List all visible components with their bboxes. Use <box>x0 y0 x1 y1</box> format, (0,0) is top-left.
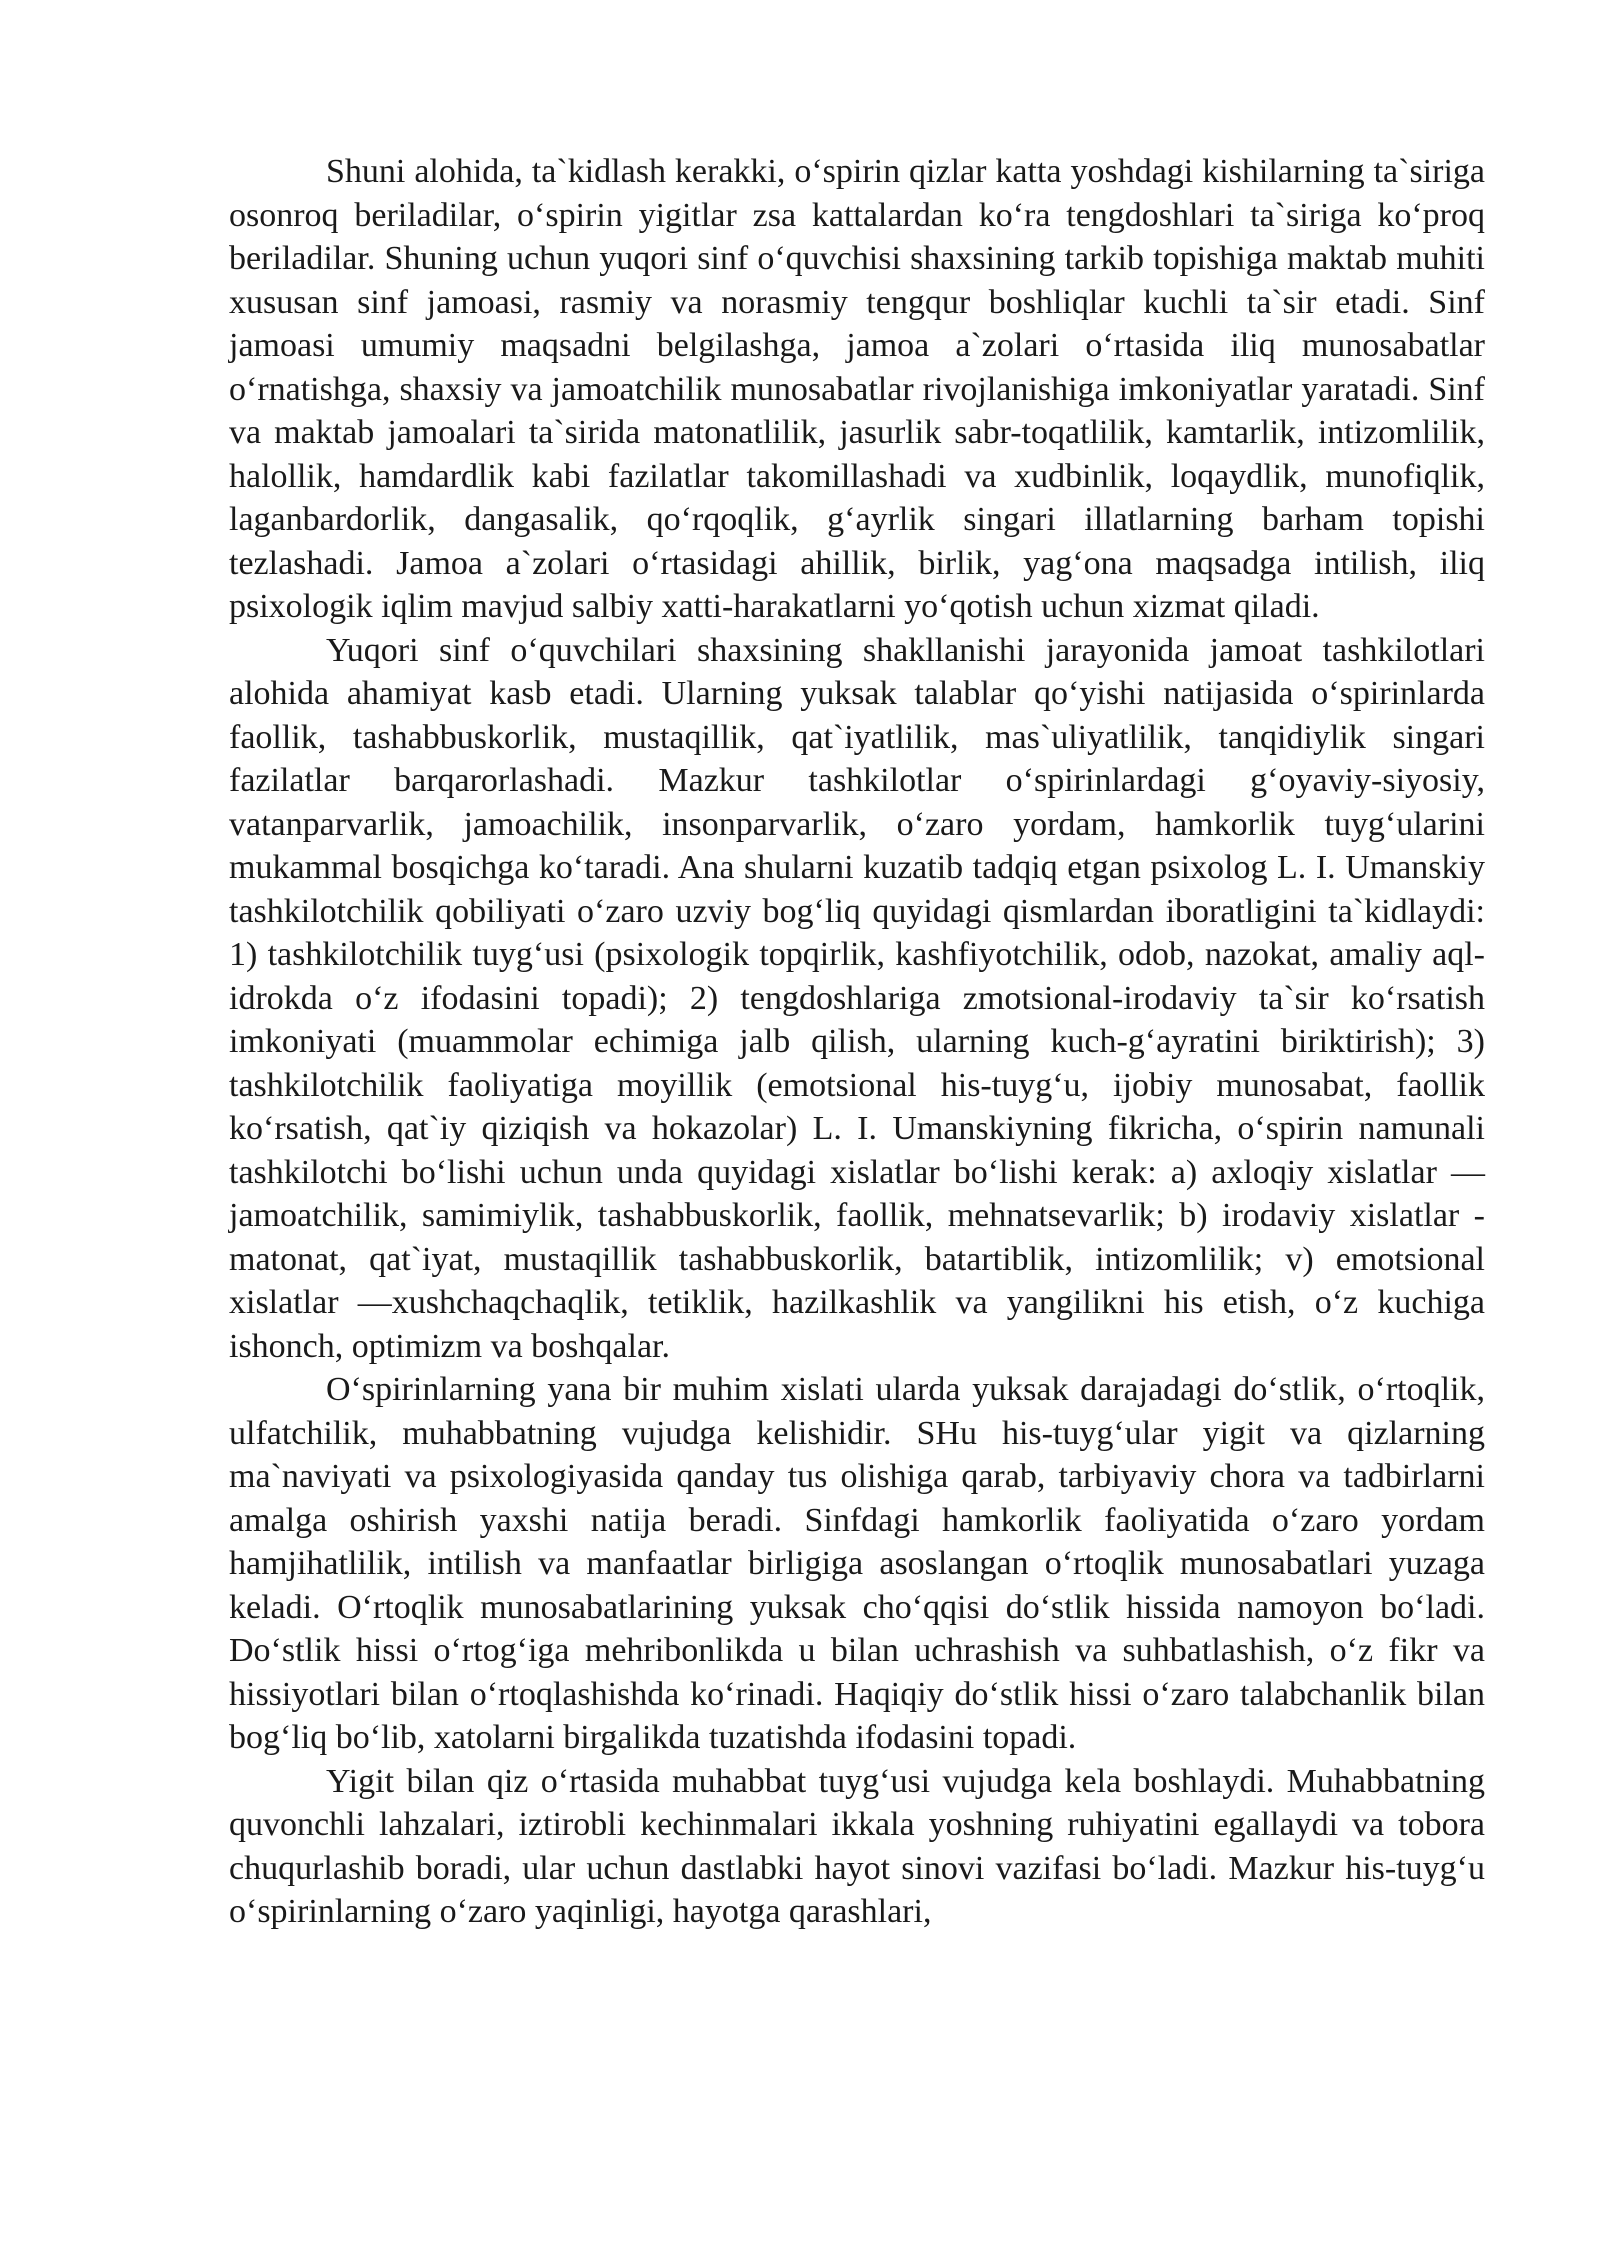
paragraph-4: Yigit bilan qiz o‘rtasida muhabbat tuyg‘usi vujudga kela boshlaydi. Muhabbatning quvonchli lahzalari, iztirobli kechinmalari ikkala yoshning ruhiyatini egallaydi va tobora chuqurlashib boradi, ular uchun dastlabki hayot sinovi vazifasi bo‘ladi. Mazkur his-tuyg‘u o‘spirinlarning o‘zaro yaqinligi, hayotga qarashlari, <box>229 1762 1485 1930</box>
paragraph-1: Shuni alohida, ta`kidlash kerakki, o‘spirin qizlar katta yoshdagi kishilarning ta`siriga osonroq beriladilar, o‘spirin yigitlar zsa kattalardan ko‘ra tengdoshlari ta`siriga ko‘proq beriladilar. Shuning uchun yuqori sinf o‘quvchisi shaxsining tarkib topishiga maktab muhiti xususan sinf jamoasi, rasmiy va norasmiy tengqur boshliqlar kuchli ta`sir etadi. Sinf jamoasi umumiy maqsadni belgilashga, jamoa a`zolari o‘rtasida iliq munosabatlar o‘rnatishga, shaxsiy va jamoatchilik munosabatlar rivojlanishiga imkoniyatlar yaratadi. Sinf va maktab jamoalari ta`sirida matonatlilik, jasurlik sabr-toqatlilik, kamtarlik, intizomlilik, halollik, hamdardlik kabi fazilatlar takomillashadi va xudbinlik, loqaydlik, munofiqlik, laganbardorlik, dangasalik, qo‘rqoqlik, g‘ayrlik singari illatlarning barham topishi tezlashadi. Jamoa a`zolari o‘rtasidagi ahillik, birlik, yag‘ona maqsadga intilish, iliq psixologik iqlim mavjud salbiy xatti-harakatlarni yo‘qotish uchun xizmat qiladi. <box>229 153 1485 625</box>
paragraph-3: O‘spirinlarning yana bir muhim xislati ularda yuksak darajadagi do‘stlik, o‘rtoqlik, ulfatchilik, muhabbatning vujudga kelishidir. SHu his-tuyg‘ular yigit va qizlarning ma`naviyati va psixologiyasida qanday tus olishiga qarab, tarbiyaviy chora va tadbirlarni amalga oshirish yaxshi natija beradi. Sinfdagi hamkorlik faoliyatida o‘zaro yordam hamjihatlilik, intilish va manfaatlar birligiga asoslangan o‘rtoqlik munosabatlari yuzaga keladi. O‘rtoqlik munosabatlarining yuksak cho‘qqisi do‘stlik hissida namoyon bo‘ladi. Do‘stlik hissi o‘rtog‘iga mehribonlikda u bilan uchrashish va suhbatlashish, o‘z fikr va hissiyotlari bilan o‘rtoqlashishda ko‘rinadi. Haqiqiy do‘stlik hissi o‘zaro talabchanlik bilan bog‘liq bo‘lib, xatolarni birgalikda tuzatishda ifodasini topadi. <box>229 1371 1485 1756</box>
paragraph-2: Yuqori sinf o‘quvchilari shaxsining shakllanishi jarayonida jamoat tashkilotlari alohida ahamiyat kasb etadi. Ularning yuksak talablar qo‘yishi natijasida o‘spirinlarda faollik, tashabbuskorlik, mustaqillik, qat`iyatlilik, mas`uliyatlilik, tanqidiylik singari fazilatlar barqarorlashadi. Mazkur tashkilotlar o‘spirinlardagi g‘oyaviy-siyosiy, vatanparvarlik, jamoachilik, insonparvarlik, o‘zaro yordam, hamkorlik tuyg‘ularini mukammal bosqichga ko‘taradi. Ana shularni kuzatib tadqiq etgan psixolog L. I. Umanskiy tashkilotchilik qobiliyati o‘zaro uzviy bog‘liq quyidagi qismlardan iboratligini ta`kidlaydi: 1) tashkilotchilik tuyg‘usi (psixologik topqirlik, kashfiyotchilik, odob, nazokat, amaliy aql-idrokda o‘z ifodasini topadi); 2) tengdoshlariga zmotsional-irodaviy ta`sir ko‘rsatish imkoniyati (muammolar echimiga jalb qilish, ularning kuch-g‘ayratini biriktirish); 3) tashkilotchilik faoliyatiga moyillik (emotsional his-tuyg‘u, ijobiy munosabat, faollik ko‘rsatish, qat`iy qiziqish va hokazolar) L. I. Umanskiyning fikricha, o‘spirin namunali tashkilotchi bo‘lishi uchun unda quyidagi xislatlar bo‘lishi kerak: a) axloqiy xislatlar — jamoatchilik, samimiylik, tashabbuskorlik, faollik, mehnatsevarlik; b) irodaviy xislatlar - matonat, qat`iyat, mustaqillik tashabbuskorlik, batartiblik, intizomlilik; v) emotsional xislatlar —xushchaqchaqlik, tetiklik, hazilkashlik va yangilikni his etish, o‘z kuchiga ishonch, optimizm va boshqalar. <box>229 631 1485 1365</box>
document-page <box>229 150 1485 1934</box>
